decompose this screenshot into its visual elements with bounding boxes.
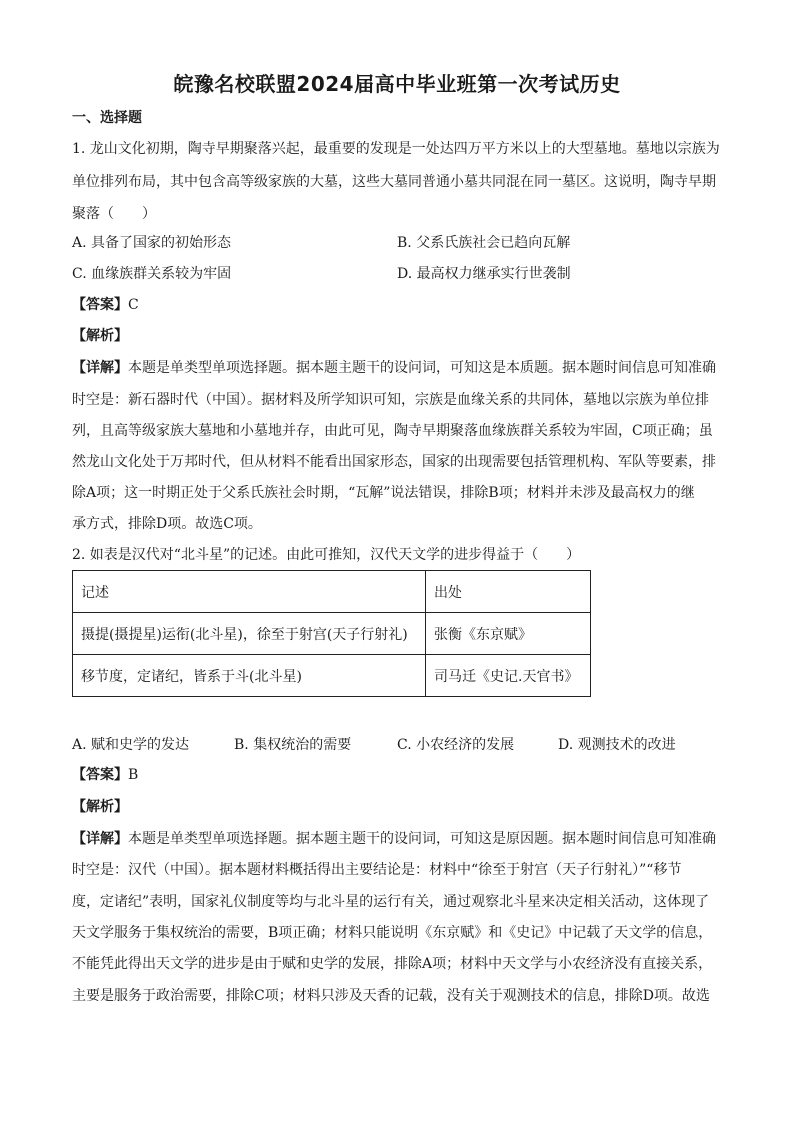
q2-stem: 2. 如表是汉代对“北斗星”的记述。由此可推知，汉代天文学的进步得益于（ ） <box>72 547 581 563</box>
q1-detail-line: 除A项；这一时期正处于父系氏族社会时期，“瓦解”说法错误，排除B项；材料并未涉及最高权力的继 <box>72 485 695 501</box>
q1-option-b: B. 父系氏族社会已趋向瓦解 <box>397 235 571 251</box>
q2-detail-line: 主要是服务于政治需要，排除C项；材料只涉及天香的记载，没有关于观测技术的信息，排除D项。故选 <box>72 988 710 1004</box>
table-header-cell: 出处 <box>426 571 591 613</box>
q2-option-c: C. 小农经济的发展 <box>397 737 515 753</box>
q2-analysis-tag <box>72 797 724 817</box>
table-cell: 摄提(摄提星)运衔(北斗星)，徐至于射宫(天子行射礼) <box>73 613 426 655</box>
q2-detail-line: 【详解】本题是单类型单项选择题。据本题主题干的设问词，可知这是原因题。据本题时间信息可知准确 <box>72 831 716 847</box>
q1-stem-line: 聚落（ ） <box>72 206 156 222</box>
answer-tag: 【答案】 <box>72 297 128 313</box>
q1-detail-line: 承方式，排除D项。故选C项。 <box>72 516 262 532</box>
q1-stem-line: 1. 龙山文化初期，陶寺早期聚落兴起，最重要的发现是一处达四万平方米以上的大型墓地。墓地以宗族为 <box>72 141 720 157</box>
table-cell: 张衡《东京赋》 <box>426 613 591 655</box>
table-header-cell: 记述 <box>73 571 426 613</box>
q1-option-c: C. 血缘族群关系较为牢固 <box>72 266 232 282</box>
q1-analysis-tag <box>72 326 724 346</box>
detail-tag: 【详解】 <box>72 831 128 847</box>
q1-stem-line: 单位排列布局，其中包含高等级家族的大墓，这些大墓同普通小墓共同混在同一墓区。这说明，陶寺早期 <box>72 174 716 190</box>
answer-tag: 【答案】 <box>72 767 128 783</box>
q1-detail-line: 时空是：新石器时代（中国）。据材料及所学知识可知，宗族是血缘关系的共同体，墓地以宗族为单位排 <box>72 392 709 408</box>
q1-option-d: D. 最高权力继承实行世袭制 <box>397 266 571 282</box>
q1-answer <box>72 295 724 315</box>
detail-tag: 【详解】 <box>72 360 128 376</box>
analysis-tag: 【解析】 <box>72 799 128 815</box>
table-header-row <box>73 571 591 613</box>
table-cell: 司马迁《史记.天官书》 <box>426 655 591 697</box>
table-row <box>73 613 591 655</box>
q2-option-a: A. 赋和史学的发达 <box>72 737 190 753</box>
answer-value: B <box>128 767 139 783</box>
q2-option-b: B. 集权统治的需要 <box>234 737 352 753</box>
q2-answer <box>72 765 724 785</box>
q2-detail-line: 时空是：汉代（中国）。据本题材料概括得出主要结论是：材料中“徐至于射宫（天子行射礼）”“移节 <box>72 862 682 878</box>
q2-table <box>72 570 591 697</box>
q1-option-a: A. 具备了国家的初始形态 <box>72 235 232 251</box>
q2-detail-line: 天文学服务于集权统治的需要，B项正确；材料只能说明《东京赋》和《史记》中记载了天文学的信息， <box>72 925 713 941</box>
section-heading: 一、选择题 <box>72 110 142 126</box>
page-title: 皖豫名校联盟2024届高中毕业班第一次考试历史 <box>173 72 621 96</box>
q2-detail-line: 不能凭此得出天文学的进步是由于赋和史学的发展，排除A项；材料中天文学与小农经济没有直接关系， <box>72 956 713 972</box>
table-cell: 移节度，定诸纪，皆系于斗(北斗星) <box>73 655 426 697</box>
q1-detail-line: 列，且高等级家族大墓地和小墓地并存，由此可见，陶寺早期聚落血缘族群关系较为牢固，C项正确；虽 <box>72 423 713 439</box>
analysis-tag: 【解析】 <box>72 328 128 344</box>
q2-option-d: D. 观测技术的改进 <box>558 737 676 753</box>
table-row <box>73 655 591 697</box>
q1-detail-line: 【详解】本题是单类型单项选择题。据本题主题干的设问词，可知这是本质题。据本题时间信息可知准确 <box>72 360 716 376</box>
answer-value: C <box>128 297 139 313</box>
q1-detail-line: 然龙山文化处于万邦时代，但从材料不能看出国家形态，国家的出现需要包括管理机构、军队等要素，排 <box>72 454 716 470</box>
q2-detail-line: 度，定诸纪”表明，国家礼仪制度等均与北斗星的运行有关，通过观察北斗星来决定相关活动，这体现了 <box>72 894 710 910</box>
